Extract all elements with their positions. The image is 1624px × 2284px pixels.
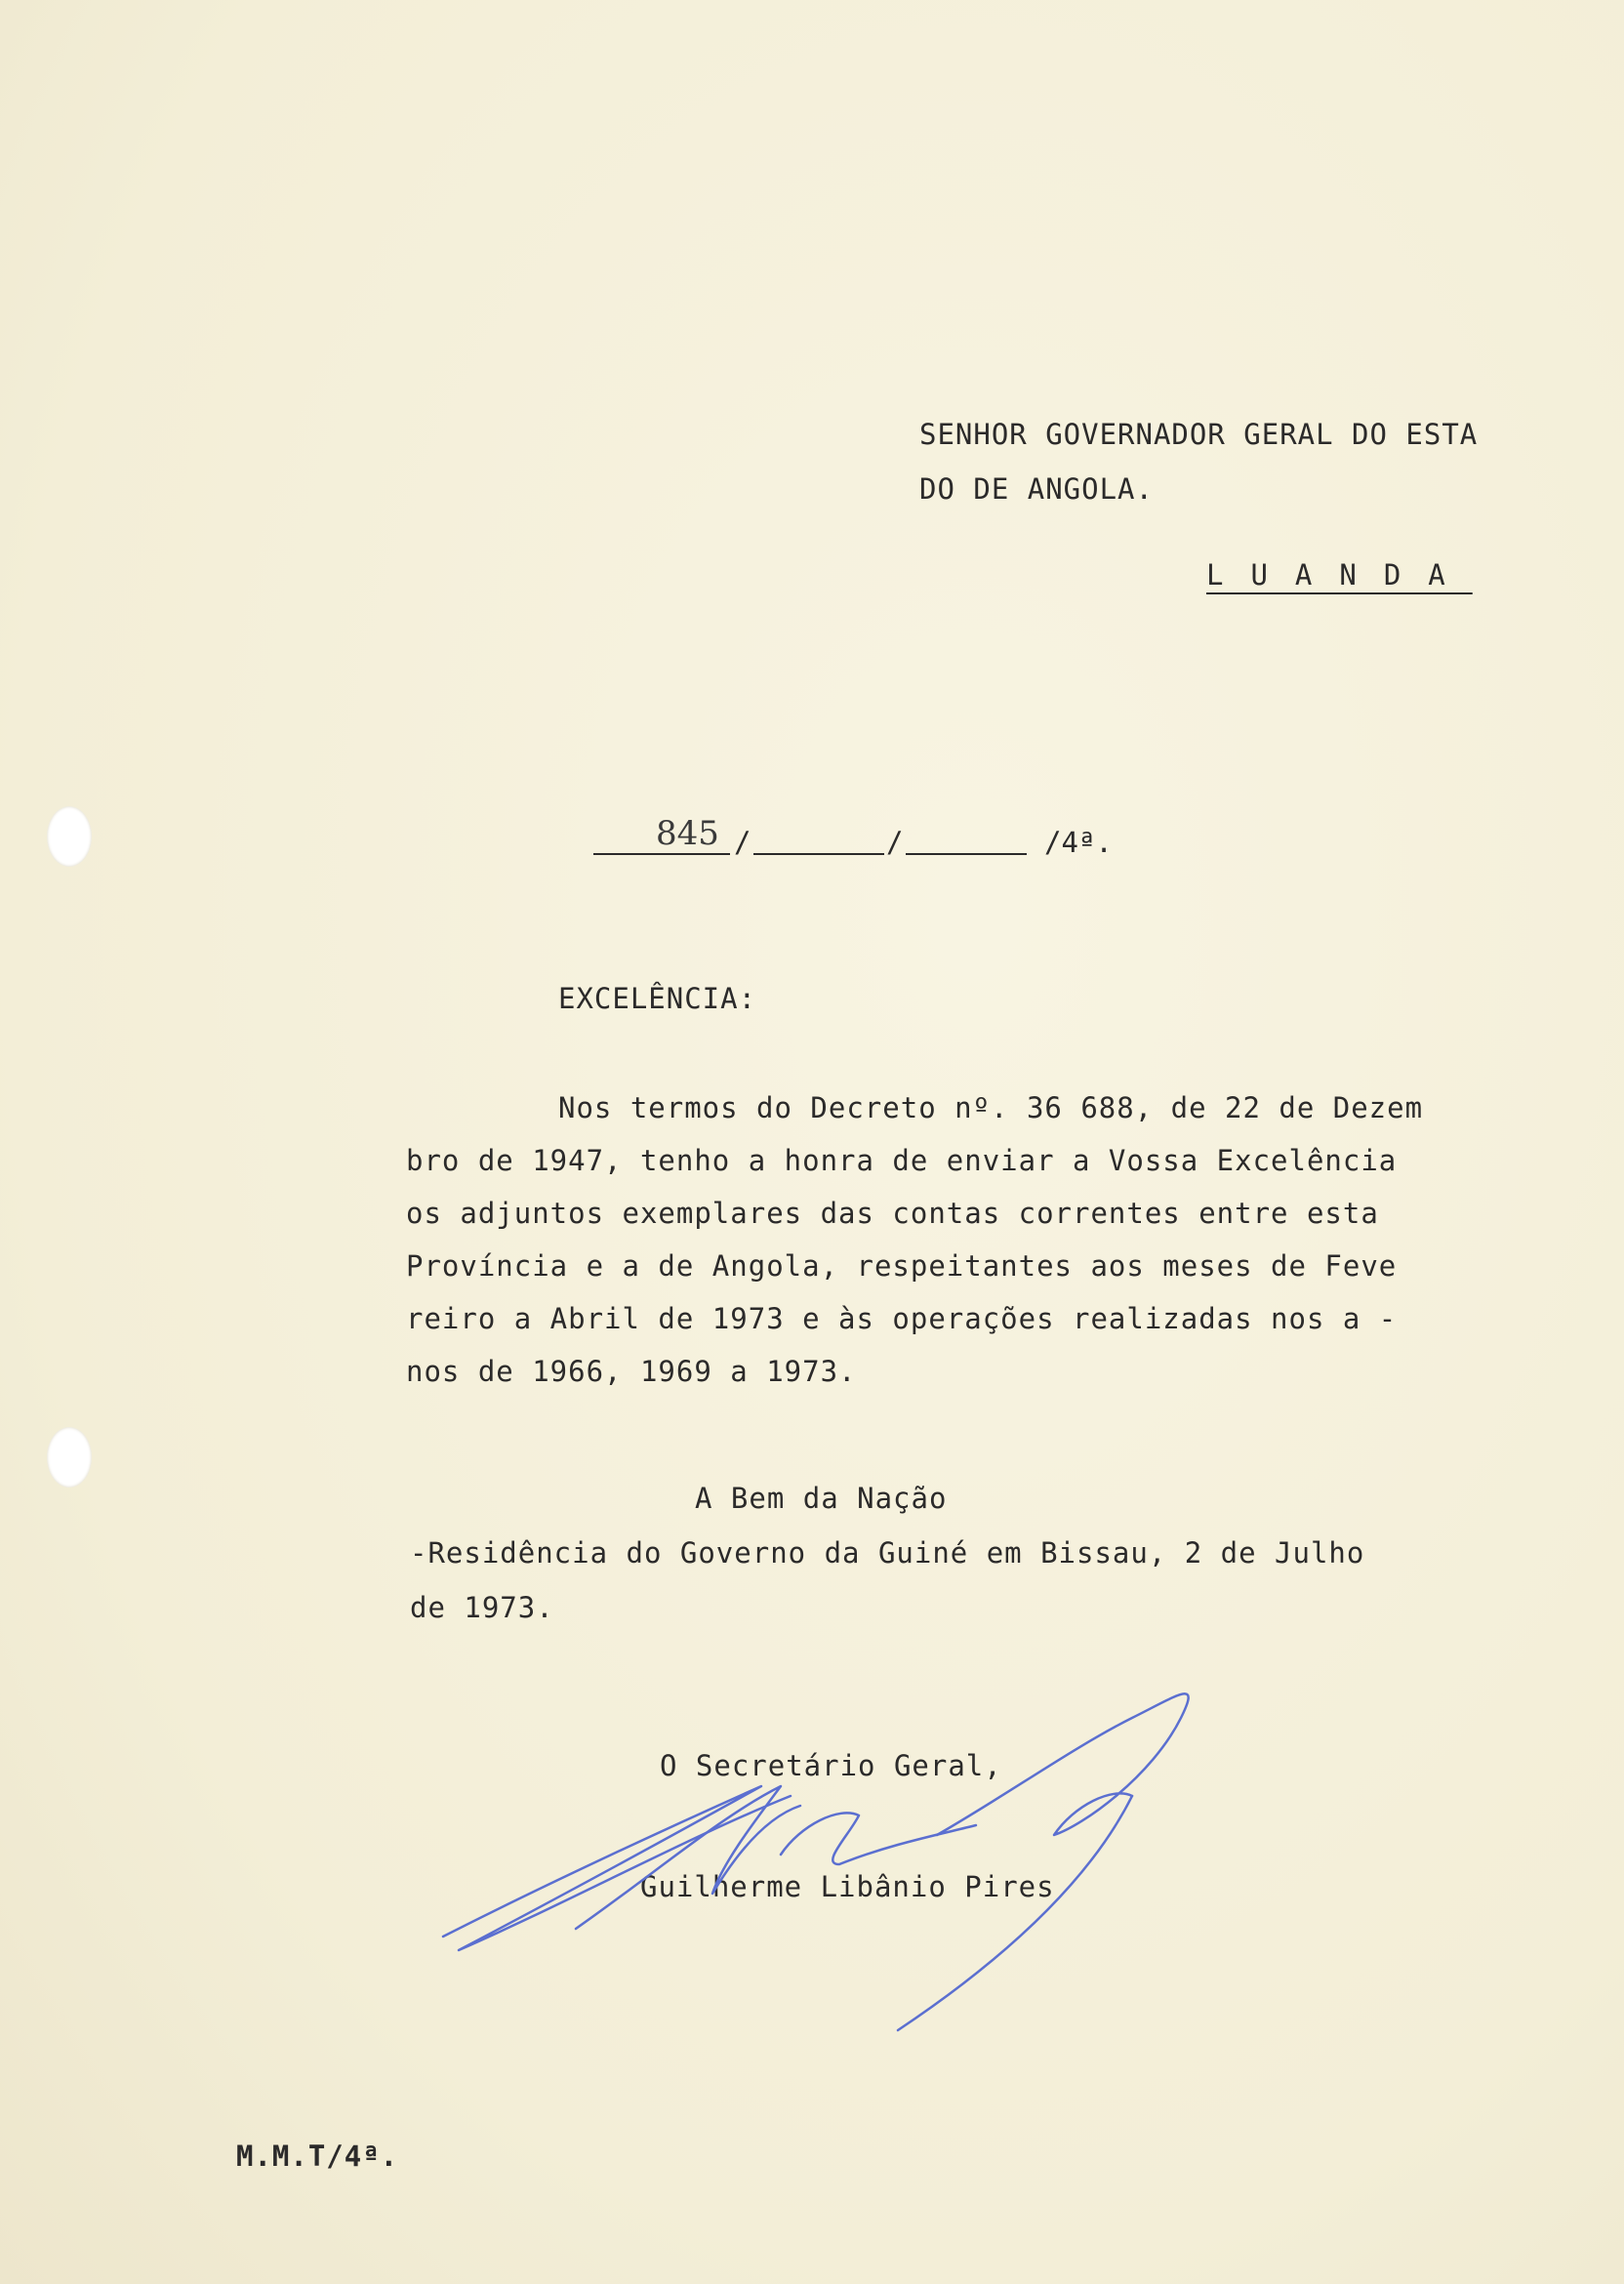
place-date-line-1: -Residência do Governo da Guiné em Bissau, 2 de Julho: [410, 1536, 1365, 1570]
place-date-line-2: de 1973.: [410, 1591, 554, 1624]
addressee-line-1: SENHOR GOVERNADOR GERAL DO ESTA: [919, 418, 1479, 451]
body-line: nos de 1966, 1969 a 1973.: [406, 1355, 857, 1388]
body-line: bro de 1947, tenho a honra de enviar a Vossa Excelência: [406, 1144, 1398, 1177]
body-line: Nos termos do Decreto nº. 36 688, de 22 de Dezem: [558, 1091, 1424, 1124]
reference-suffix: /4ª.: [1044, 826, 1113, 859]
signer-name: Guilherme Libânio Pires: [640, 1870, 1055, 1903]
handwritten-signature: [429, 1640, 1249, 2050]
reference-number-line: [593, 812, 1113, 861]
body-paragraph: [406, 1081, 1480, 1398]
punch-hole-top: [47, 806, 92, 867]
punch-hole-bottom: [47, 1427, 92, 1488]
closing-phrase: A Bem da Nação: [695, 1482, 948, 1515]
addressee-city: LUANDA: [1206, 558, 1473, 591]
salutation: EXCELÊNCIA:: [558, 982, 757, 1015]
reference-slash-2: /: [886, 826, 904, 859]
reference-blank-1: [593, 853, 730, 855]
reference-code: M.M.T/4ª.: [236, 2140, 399, 2173]
reference-number: 845: [656, 814, 719, 853]
body-line: os adjuntos exemplares das contas correntes entre esta: [406, 1197, 1379, 1230]
signoff-title: O Secretário Geral,: [660, 1749, 1002, 1782]
addressee-line-2: DO DE ANGOLA.: [919, 472, 1154, 506]
reference-slash-1: /: [734, 826, 751, 859]
body-line: reiro a Abril de 1973 e às operações realizadas nos a -: [406, 1302, 1398, 1335]
reference-blank-3: [906, 853, 1027, 855]
body-line: Província e a de Angola, respeitantes aos meses de Feve: [406, 1249, 1398, 1283]
reference-blank-2: [753, 853, 884, 855]
